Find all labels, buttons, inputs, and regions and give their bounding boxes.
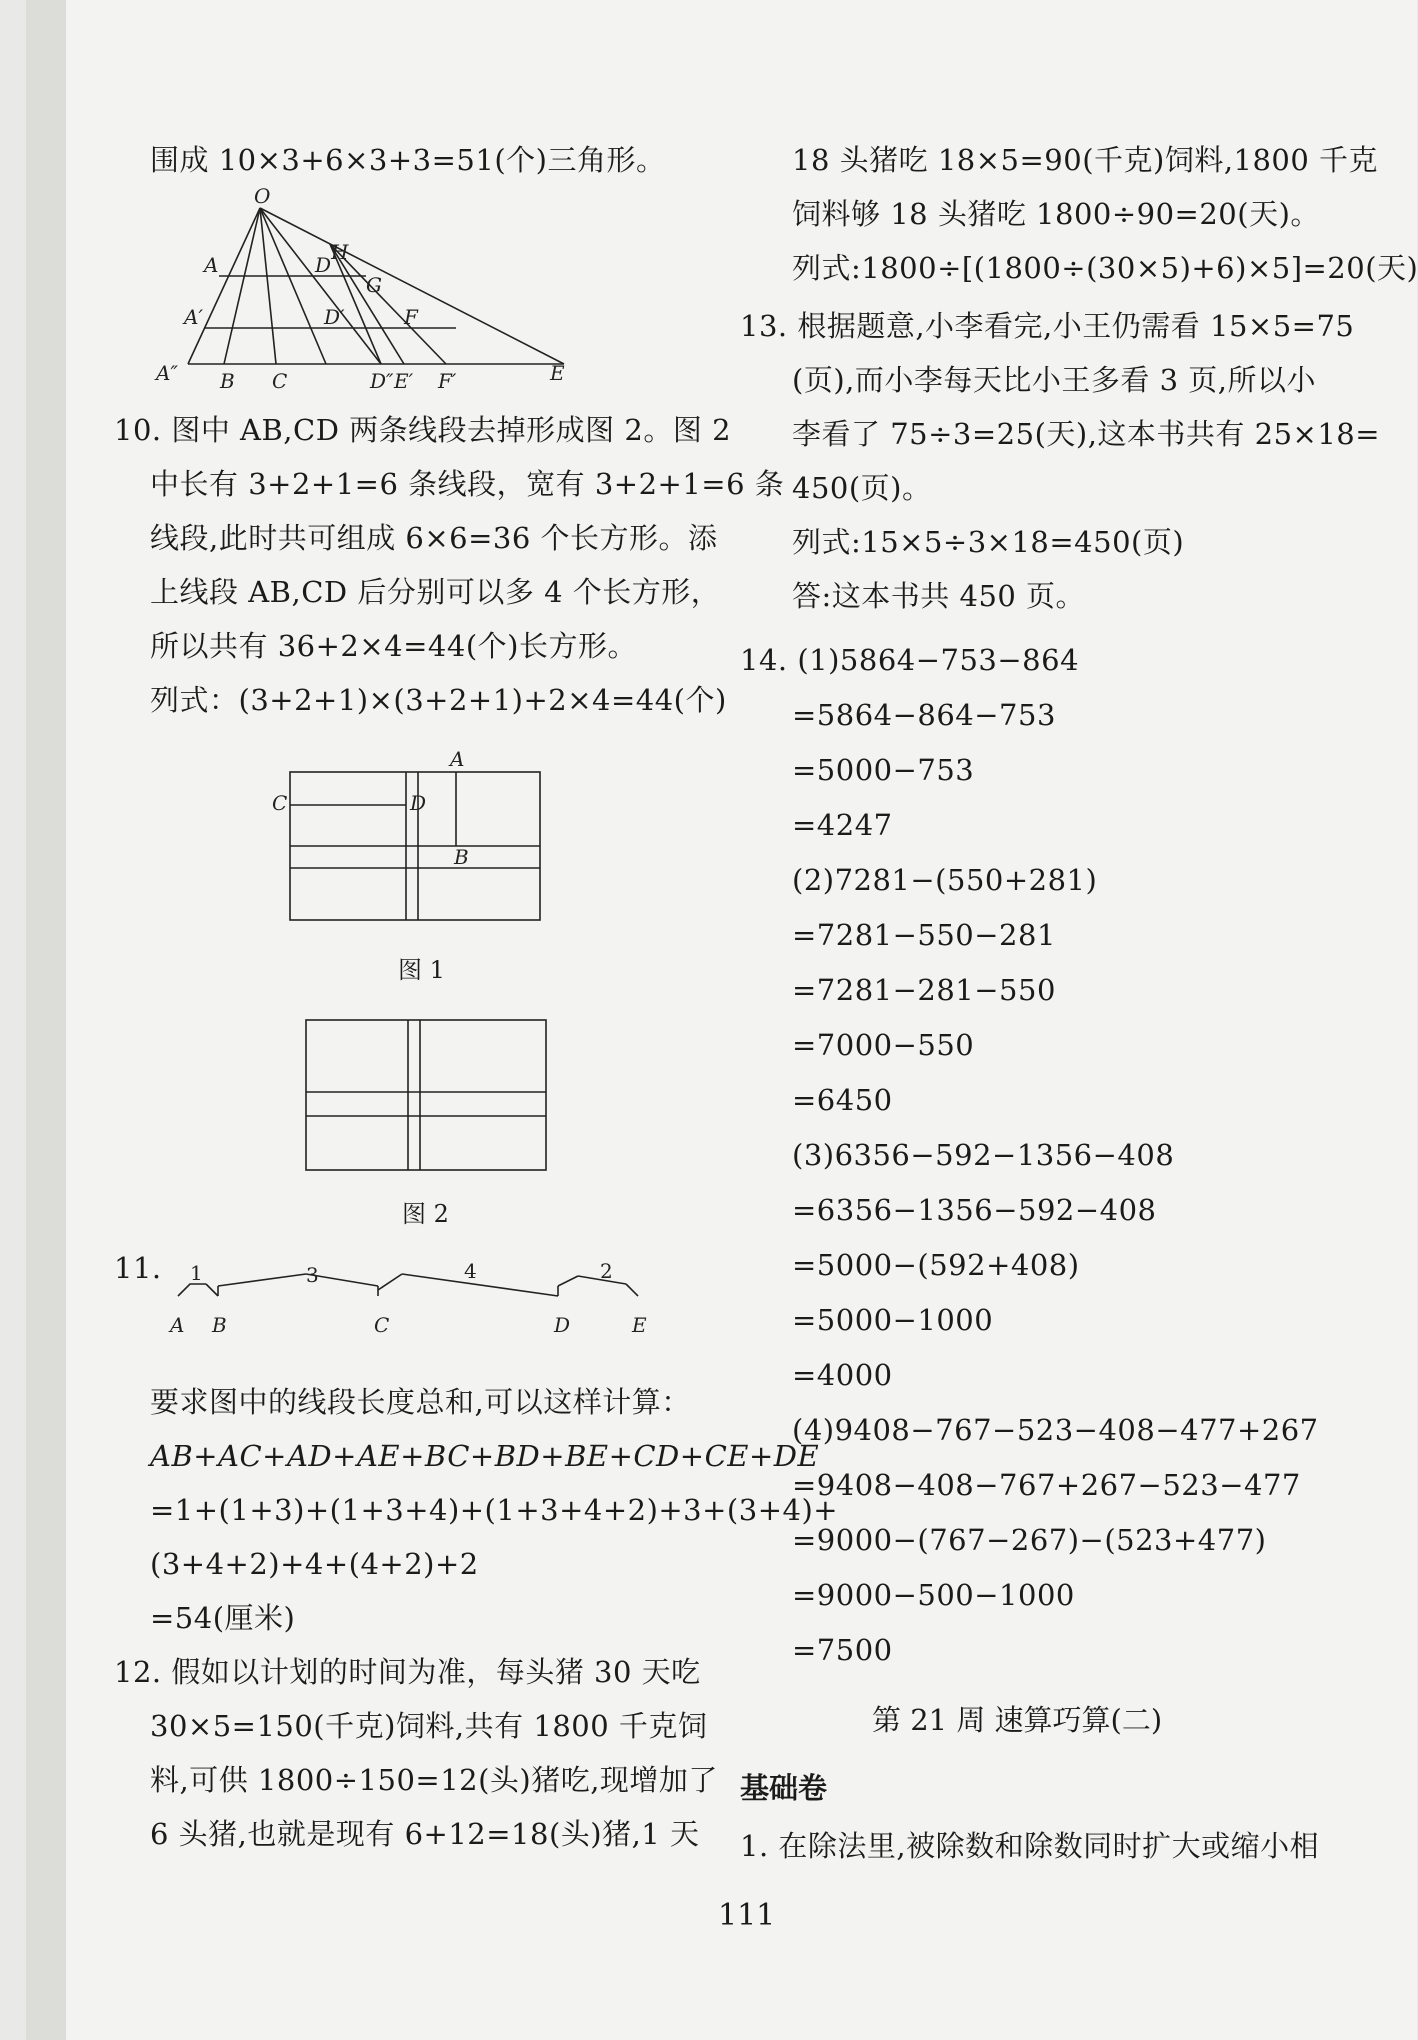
q11-line-4: (3+4+2)+4+(4+2)+2 xyxy=(150,1547,479,1581)
q12-line-3: 料,可供 1800÷150=12(头)猪吃,现增加了 xyxy=(150,1763,718,1797)
subsection-title: 基础卷 xyxy=(740,1771,828,1805)
torn-edge xyxy=(26,0,66,2040)
q12-line-1: 12. 假如以计划的时间为准，每头猪 30 天吃 xyxy=(114,1655,701,1689)
q14-line: (4)9408−767−523−408−477+267 xyxy=(792,1413,1319,1447)
q14-line: =6356−1356−592−408 xyxy=(792,1193,1157,1227)
q10-line-4: 上线段 AB,CD 后分别可以多 4 个长方形， xyxy=(150,575,721,609)
figure-2-caption: 图 2 xyxy=(402,1200,449,1228)
q14-line: =7281−281−550 xyxy=(792,973,1056,1007)
q12-line-2: 30×5=150(千克)饲料,共有 1800 千克饲 xyxy=(150,1709,708,1743)
seg-label-A: A xyxy=(170,1313,185,1337)
q10-formula: 列式：(3+2+1)×(3+2+1)+2×4=44(个) xyxy=(150,683,727,717)
tri-label-H: H xyxy=(331,240,349,264)
q12-cont-line-2: 饲料够 18 头猪吃 1800÷90=20(天)。 xyxy=(792,197,1320,231)
seg-len-3: 3 xyxy=(306,1263,319,1287)
segment-figure xyxy=(166,1246,686,1342)
tri-label-D2: D″ xyxy=(370,369,394,393)
seg-label-D: D xyxy=(554,1313,571,1337)
q11-number: 11. xyxy=(114,1251,162,1285)
q11-line-2: AB+AC+AD+AE+BC+BD+BE+CD+CE+DE xyxy=(150,1439,820,1473)
q14-line: 14. (1)5864−753−864 xyxy=(740,643,1080,677)
seg-label-B: B xyxy=(212,1313,227,1337)
tri-label-C: C xyxy=(272,369,288,393)
q10-line-5: 所以共有 36+2×4=44(个)长方形。 xyxy=(150,629,637,663)
q14-line: =9000−(767−267)−(523+477) xyxy=(792,1523,1267,1557)
tri-label-B: B xyxy=(220,369,235,393)
q14-line: =5864−864−753 xyxy=(792,698,1056,732)
q12-formula: 列式:1800÷[(1800÷(30×5)+6)×5]=20(天) xyxy=(792,251,1418,285)
seg-len-1: 1 xyxy=(190,1261,203,1285)
q14-line: =4000 xyxy=(792,1358,893,1392)
section-title: 第 21 周 速算巧算(二) xyxy=(872,1703,1163,1737)
q14-line: =6450 xyxy=(792,1083,893,1117)
tri-label-D1: D′ xyxy=(324,305,345,329)
fig1-label-D: D xyxy=(410,791,427,815)
tri-label-O: O xyxy=(254,184,271,208)
q14-line: =7281−550−281 xyxy=(792,918,1056,952)
q14-line: =9408−408−767+267−523−477 xyxy=(792,1468,1301,1502)
q10-line-2: 中长有 3+2+1=6 条线段，宽有 3+2+1=6 条 xyxy=(150,467,785,501)
q13-formula: 列式:15×5÷3×18=450(页) xyxy=(792,525,1185,559)
basic-q1: 1. 在除法里,被除数和除数同时扩大或缩小相 xyxy=(740,1829,1320,1863)
q14-line: =5000−1000 xyxy=(792,1303,994,1337)
q14-line: (2)7281−(550+281) xyxy=(792,863,1098,897)
q13-line-3: 李看了 75÷3=25(天),这本书共有 25×18= xyxy=(792,417,1381,451)
q13-line-4: 450(页)。 xyxy=(792,471,932,505)
tri-label-F1: F′ xyxy=(438,369,457,393)
q10-line-1: 10. 图中 AB,CD 两条线段去掉形成图 2。图 2 xyxy=(114,413,732,447)
q10-line-3: 线段,此时共可组成 6×6=36 个长方形。添 xyxy=(150,521,718,555)
seg-label-C: C xyxy=(374,1313,390,1337)
seg-len-2: 2 xyxy=(600,1259,613,1283)
q14-line: =7000−550 xyxy=(792,1028,975,1062)
page-number: 111 xyxy=(718,1898,776,1933)
q11-line-5: =54(厘米) xyxy=(150,1601,296,1635)
q13-line-2: (页),而小李每天比小王多看 3 页,所以小 xyxy=(792,363,1316,397)
fig1-label-A: A xyxy=(450,747,465,771)
seg-label-E: E xyxy=(632,1313,647,1337)
q14-line: =5000−(592+408) xyxy=(792,1248,1080,1282)
q14-line: =9000−500−1000 xyxy=(792,1578,1075,1612)
figure-1-caption: 图 1 xyxy=(398,956,445,984)
q13-answer: 答:这本书共 450 页。 xyxy=(792,579,1086,613)
q14-line: =4247 xyxy=(792,808,893,842)
q11-line-1: 要求图中的线段长度总和,可以这样计算： xyxy=(150,1385,691,1419)
tri-label-G: G xyxy=(366,273,382,297)
figure-2 xyxy=(290,1016,560,1176)
q13-line-1: 13. 根据题意,小李看完,小王仍需看 15×5=75 xyxy=(740,309,1355,343)
q14-line: (3)6356−592−1356−408 xyxy=(792,1138,1175,1172)
triangle-figure xyxy=(156,184,596,395)
tri-label-A1: A′ xyxy=(184,305,203,329)
fig1-label-C: C xyxy=(272,791,288,815)
figure-1 xyxy=(266,748,586,928)
q12-line-4: 6 头猪,也就是现有 6+12=18(头)猪,1 天 xyxy=(150,1817,700,1851)
fig1-label-B: B xyxy=(454,845,469,869)
q9-answer: 围成 10×3+6×3+3=51(个)三角形。 xyxy=(150,143,666,177)
seg-len-4: 4 xyxy=(464,1259,477,1283)
tri-label-A2: A″ xyxy=(156,361,178,385)
tri-label-F: F xyxy=(404,305,418,329)
q11-line-3: =1+(1+3)+(1+3+4)+(1+3+4+2)+3+(3+4)+ xyxy=(150,1493,839,1527)
page xyxy=(26,0,1417,2040)
tri-label-D: D xyxy=(315,253,332,277)
tri-label-E1: E′ xyxy=(394,369,414,393)
tri-label-E: E xyxy=(550,361,565,385)
tri-label-A: A xyxy=(204,253,219,277)
q14-line: =7500 xyxy=(792,1633,893,1667)
q12-cont-line-1: 18 头猪吃 18×5=90(千克)饲料,1800 千克 xyxy=(792,143,1379,177)
q14-line: =5000−753 xyxy=(792,753,975,787)
